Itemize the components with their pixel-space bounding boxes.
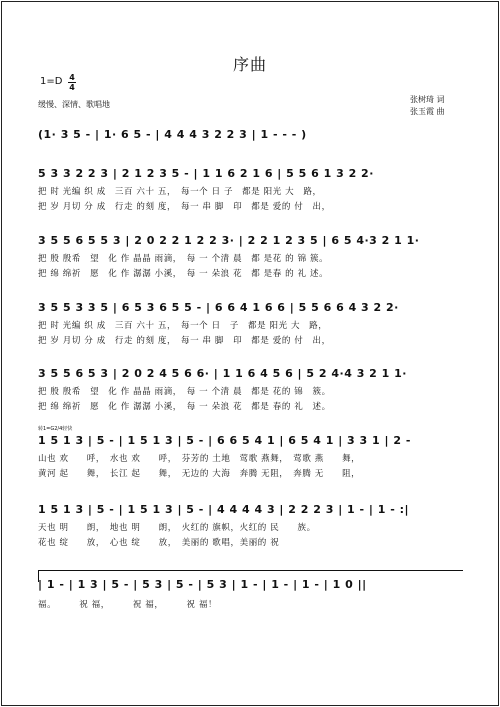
lyric-verse-2: 花也 绽 放， 心也 绽 放， 美丽的 歌唱，美丽的 祝 <box>38 538 280 548</box>
score-row-2 <box>38 234 466 284</box>
lyric-verse-1: 把 时 光编 织 成 三百 六十 五， 每一个 日 子 都是 阳光 大 路， <box>38 187 322 197</box>
score-row-5 <box>38 434 466 484</box>
time-signature <box>67 73 77 92</box>
lyric-verse-2: 把 岁 月切 分 成 行走 的刻 度， 每一 串 脚 印 都是 爱的 付 出， <box>38 202 331 212</box>
notation-line: 1 5 1 3 | 5 - | 1 5 1 3 | 5 - | 6 6 5 4 1 | 6 5 4 1 | 3 3 1 | 2 - <box>38 434 411 447</box>
notation-line: 5 3 3 2 2 3 | 2 1 2 3 5 - | 1 1 6 2 1 6 | 5 5 6 1 3 2 2· <box>38 167 374 180</box>
composer-credit: 张玉霞 曲 <box>410 107 445 116</box>
notation-line: 3 5 5 3 3 5 | 6 5 3 6 5 5 - | 6 6 4 1 6 6 | 5 5 6 6 4 3 2 2· <box>38 301 399 314</box>
key-change-note: 转1=G2/4轻快 <box>38 426 73 432</box>
lyricist-credit: 张树琦 词 <box>410 95 445 104</box>
score-row-4 <box>38 367 466 417</box>
lyric-verse-1: 把 殷 殷希 望 化 作 晶晶 雨滴， 每 一 个清 晨 都 是花 的 锦 簇。 <box>38 254 329 264</box>
score-row-1 <box>38 167 466 217</box>
volta-bracket <box>38 570 463 571</box>
lyric-verse-1: 山也 欢 呼， 水也 欢 呼， 芬芳的 土地 莺歌 燕舞， 莺歌 燕 舞， <box>38 454 361 464</box>
notation-line: 1 5 1 3 | 5 - | 1 5 1 3 | 5 - | 4 4 4 4 3 | 2 2 2 3 | 1 - | 1 - :| <box>38 503 410 516</box>
page-title: 序曲 <box>232 55 267 74</box>
lyric-verse-1: 把 时 光编 织 成 三百 六十 五， 每一个 日 子 都是 阳光 大 路， <box>38 321 328 331</box>
lyric-verse-1: 天也 明 朗， 地也 明 朗， 火红的 旗帜，火红的 民 族。 <box>38 523 316 533</box>
notation-line: | 1 - | 1 3 | 5 - | 5 3 | 5 - | 5 3 | 1 - | 1 - | 1 - | 1 0 || <box>38 578 367 591</box>
notation-line: 3 5 5 6 5 5 3 | 2 0 2 2 1 2 2 3· | 2 2 1 2 3 5 | 6 5 4·3 2 1 1· <box>38 234 420 247</box>
notation-line: (1· 3 5 - | 1· 6 5 - | 4 4 4 3 2 2 3 | 1 - - - ) <box>38 128 307 141</box>
notation-line: 3 5 5 6 5 3 | 2 0 2 4 5 6 6· | 1 1 6 4 5 6 | 5 2 4·4 3 2 1 1· <box>38 367 407 380</box>
lyric-final: 福。 祝 福， 祝 福， 祝 福！ <box>38 600 218 610</box>
tempo-marking: 缓慢、深情、歌唱地 <box>38 100 110 109</box>
lyric-verse-2: 把 绵 绵祈 愿 化 作 潺潺 小溪， 每 一 朵浪 花 都 是春 的 礼 述。 <box>38 269 329 279</box>
score-row-7 <box>38 578 466 618</box>
lyric-verse-2: 把 岁 月切 分 成 行走 的刻 度， 每一 串 脚 印 都是 爱的 付 出， <box>38 336 331 346</box>
score-row-3 <box>38 301 466 351</box>
score-row-6 <box>38 503 466 553</box>
score-row-intro <box>38 128 466 142</box>
lyric-verse-1: 把 殷 殷希 望 化 作 晶晶 雨滴， 每 一 个清 晨 都是 花的 锦 簇。 <box>38 387 331 397</box>
time-signature-bottom: 4 <box>69 83 75 92</box>
lyric-verse-2: 黄河 起 舞， 长江 起 舞， 无边的 大海 奔腾 无阻， 奔腾 无 阻， <box>38 469 361 479</box>
key-signature: 1=D <box>40 76 63 87</box>
time-signature-top: 4 <box>69 73 75 82</box>
lyric-verse-2: 把 绵 绵祈 愿 化 作 潺潺 小溪， 每 一 朵浪 花 都是 春的 礼 述。 <box>38 402 331 412</box>
